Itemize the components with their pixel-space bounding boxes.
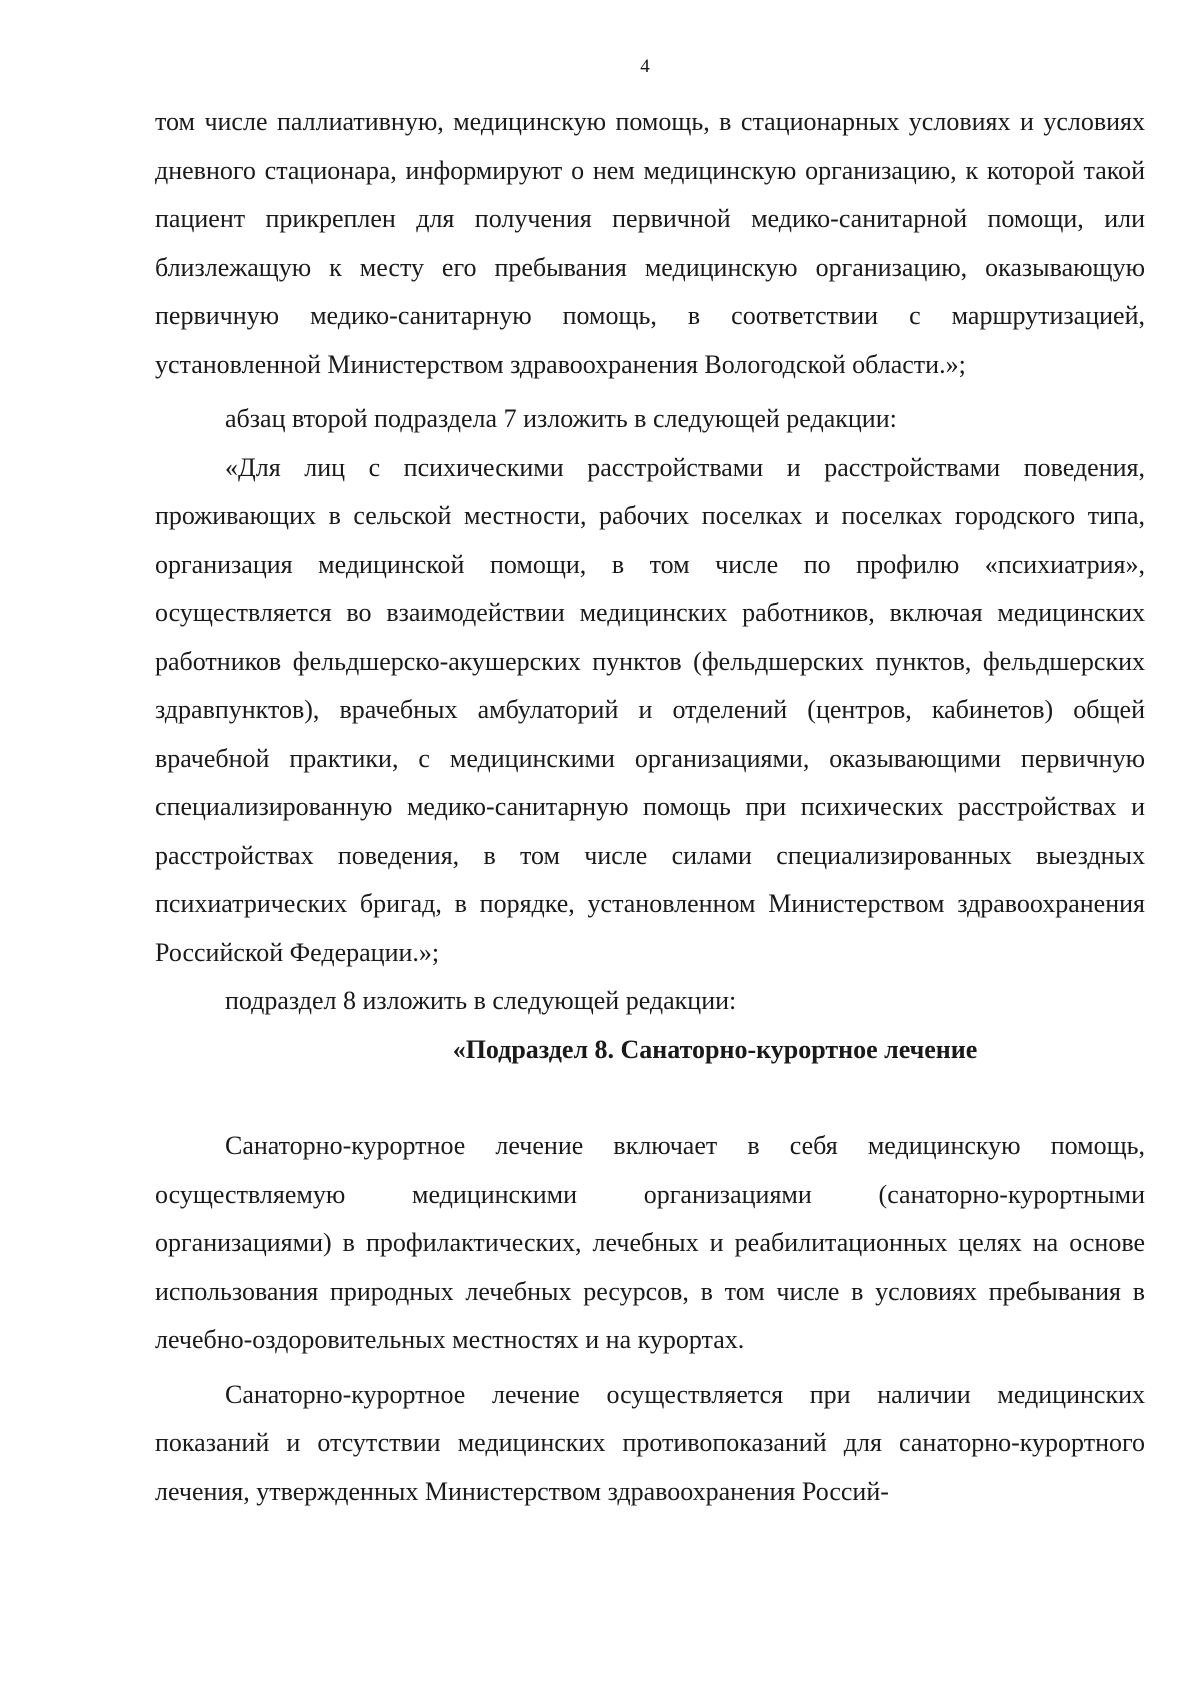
paragraph-sanatorium-definition: Санаторно-курортное лечение включает в себя медицинскую помощь, осуществляемую медицинскими организациями (санаторно-курортными организациями) в профилактических, лечебных и реабилитационных целях на основе использования природных лечебных ресурсов, в том числе в условиях пребывания в лечебно-оздоровительных местностях и на курортах. <box>155 1131 1145 1354</box>
paragraph-psychiatry: «Для лиц с психическими расстройствами и расстройствами поведения, проживающих в сельской местности, рабочих поселках и поселках городского типа, организация медицинской помощи, в том числе по профилю «психиатрия», осуществляется во взаимодействии медицинских работников, включая медицинских работников фельдшерско-акушерских пунктов (фельдшерских пунктов, фельдшерских здравпунктов), врачебных амбулаторий и отделений (центров, кабинетов) общей врачебной практики, с медицинскими организациями, оказывающими первичную специализированную медико-санитарную помощь при психических расстройствах и расстройствах поведения, в том числе силами специализированных выездных психиатрических бригад, в порядке, установленном Министерством здравоохранения Российской Федерации.»; <box>155 452 1145 967</box>
section-heading: «Подраздел 8. Санаторно-курортное лечение <box>452 1034 978 1064</box>
page-number: 4 <box>640 56 650 77</box>
paragraph-subsection-intro: подраздел 8 изложить в следующей редакции: <box>225 986 737 1015</box>
paragraph-continuation: том числе паллиативную, медицинскую помощь, в стационарных условиях и условиях дневного стационара, информируют о нем медицинскую организацию, к которой такой пациент прикреплен для получения первичной медико-санитарной помощи, или близлежащую к месту его пребывания медицинскую организацию, оказывающую первичную медико-санитарную помощь, в соответствии с маршрутизацией, установленной Министерством здравоохранения Вологодской области.»; <box>155 107 1145 379</box>
paragraph-amendment-intro: абзац второй подраздела 7 изложить в следующей редакции: <box>225 404 897 433</box>
document-body <box>155 98 1145 1516</box>
paragraph-sanatorium-conditions: Санаторно-курортное лечение осуществляется при наличии медицинских показаний и отсутствии медицинских противопоказаний для санаторно-курортного лечения, утвержденных Министерством здравоохранения Россий- <box>155 1379 1145 1506</box>
